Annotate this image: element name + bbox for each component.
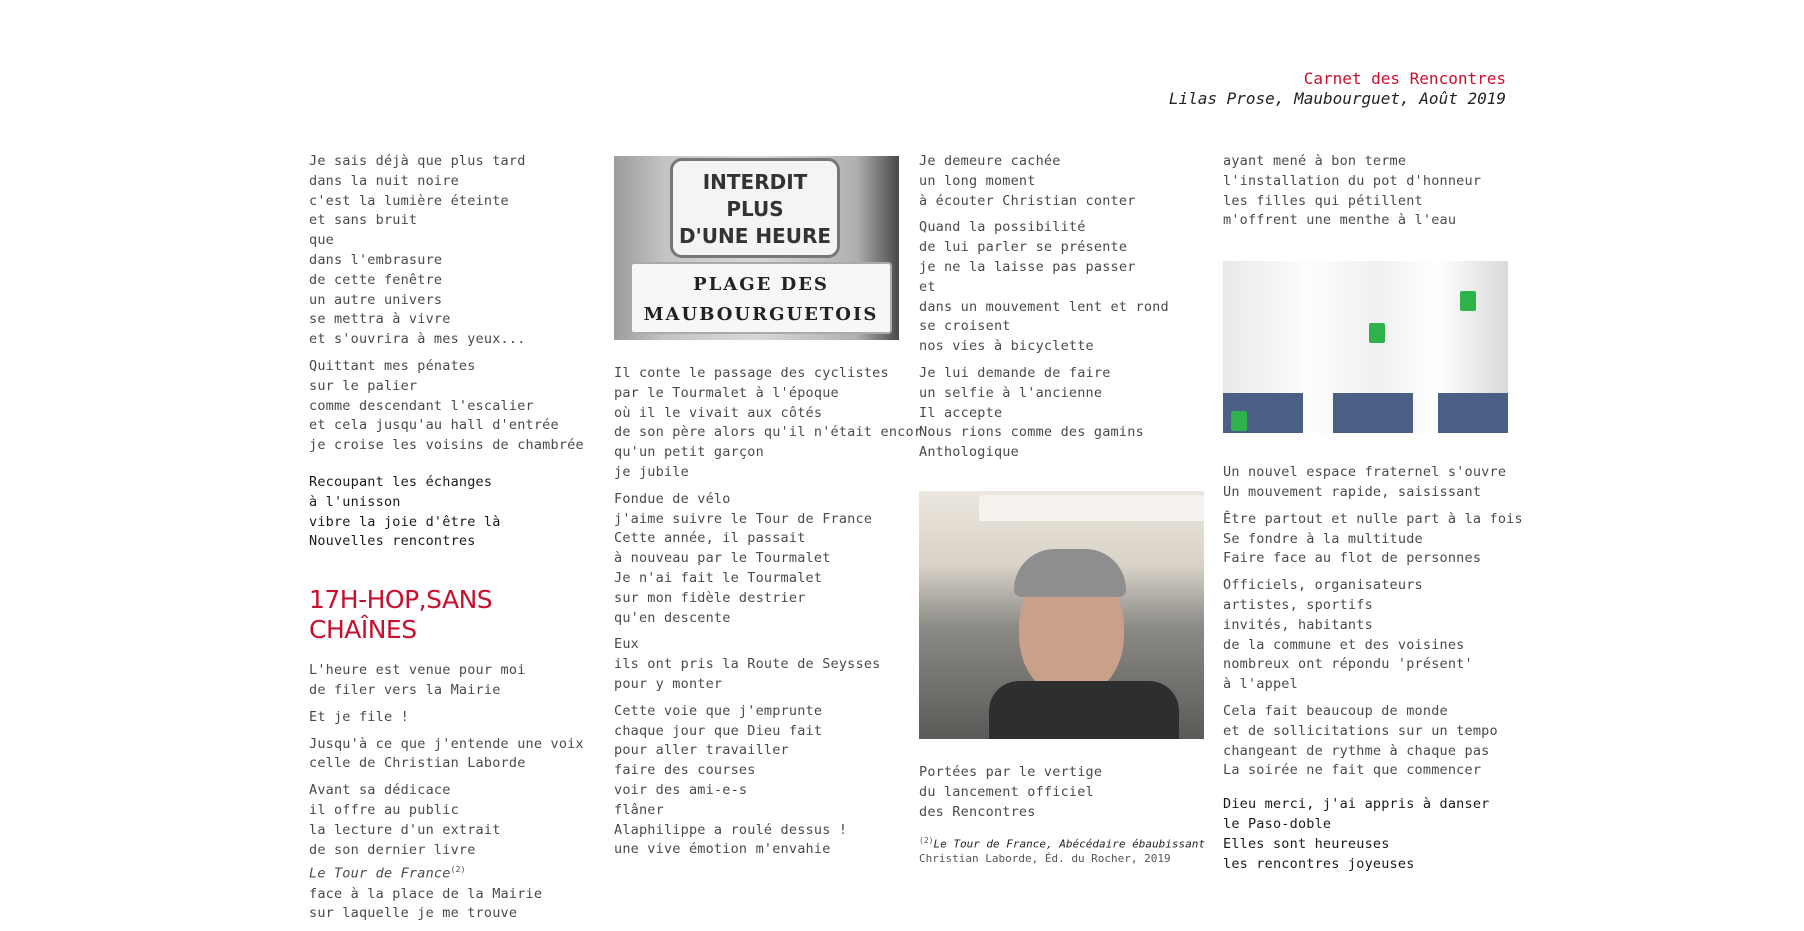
- poem-stanza: Eux ils ont pris la Route de Seysses pour y monter: [614, 636, 881, 692]
- poem-stanza: Il conte le passage des cyclistes par le Tourmalet à l'époque où il le vivait aux côtés de son père alors qu'il n'était encor qu'un petit garçon je jubile: [614, 365, 923, 480]
- poem-stanza: Fondue de vélo j'aime suivre le Tour de France Cette année, il passait à nouveau par le Tourmalet Je n'ai fait le Tourmalet sur mon fidèle destrier qu'en descente: [614, 490, 873, 626]
- photo-jeans: [1438, 393, 1508, 433]
- poem-stanza: Être partout et nulle part à la fois Se fondre à la multitude Faire face au flot de personnes: [1223, 510, 1523, 567]
- sign-text: PLUS: [726, 197, 784, 221]
- sign-text: PLAGE DES: [693, 274, 829, 295]
- mint-glass: [1369, 323, 1385, 343]
- sign-plate-interdit: [670, 158, 840, 258]
- poem-stanza: Portées par le vertige du lancement officiel des Rencontres: [919, 763, 1103, 820]
- column-3: [919, 152, 1204, 866]
- sign-text: INTERDIT: [702, 170, 808, 194]
- footnote: [919, 834, 1204, 866]
- poem-stanza: Avant sa dédicace il offre au public la lecture d'un extrait de son dernier livre: [309, 782, 501, 858]
- photo-hair: [1014, 549, 1126, 597]
- book-reference: [309, 860, 594, 884]
- photo-jeans: [1333, 393, 1413, 433]
- book-title: Le Tour de France: [309, 865, 451, 882]
- girls-photo: [1223, 261, 1508, 433]
- poem-stanza: Quittant mes pénates sur le palier comme descendant l'escalier et cela jusqu'au hall d'entrée je croise les voisins de chambrée: [309, 357, 584, 454]
- mint-glass: [1460, 291, 1476, 311]
- column-4: [1223, 152, 1523, 881]
- poem-stanza: L'heure est venue pour moi de filer vers la Mairie: [309, 662, 526, 698]
- page-header: [1169, 69, 1506, 109]
- section-heading: 17H-HOP,SANS CHAÎNES: [309, 585, 493, 645]
- poem-stanza: Je lui demande de faire un selfie à l'ancienne Il accepte Nous rions comme des gamins Anthologique: [919, 364, 1144, 461]
- poem-stanza: Je sais déjà que plus tard dans la nuit noire c'est la lumière éteinte et sans bruit que dans l'embrasure de cette fenêtre un autre univers se mettra à vivre et s'ouvrira à mes yeux...: [309, 153, 526, 348]
- poem-stanza: Un nouvel espace fraternel s'ouvre Un mouvement rapide, saisissant: [1223, 464, 1507, 500]
- footnote-mark: (2): [450, 865, 466, 875]
- mint-glass: [1231, 411, 1247, 431]
- photo-awning: [979, 495, 1204, 521]
- poem-stanza: Et je file !: [309, 708, 409, 725]
- poem-stanza: Jusqu'à ce que j'entende une voix celle de Christian Laborde: [309, 735, 584, 772]
- sign-photo: [614, 156, 899, 340]
- poem-stanza: Je demeure cachée un long moment à écouter Christian conter: [919, 153, 1136, 209]
- poem-stanza: Officiels, organisateurs artistes, sportifs invités, habitants de la commune et des voisines nombreux ont répondu 'présent' à l'appel: [1223, 577, 1473, 693]
- footnote-mark: (2): [919, 836, 934, 846]
- column-1: [309, 152, 594, 931]
- photo-shirt: [989, 681, 1179, 739]
- poem-stanza-bold: Recoupant les échanges à l'unisson vibre la joie d'être là Nouvelles rencontres: [309, 473, 501, 550]
- author-photo: [919, 491, 1204, 739]
- footnote-title: Le Tour de France, Abécédaire ébaubissant: [933, 838, 1205, 851]
- sign-plate-plage: [630, 262, 892, 334]
- poem-stanza: Cela fait beaucoup de monde et de sollicitations sur un tempo changeant de rythme à chaque pas La soirée ne fait que commencer: [1223, 702, 1498, 779]
- poem-stanza: Quand la possibilité de lui parler se présente je ne la laisse pas passer et dans un mouvement lent et rond se croisent nos vies à bicyclette: [919, 219, 1169, 355]
- poem-stanza-bold: Dieu merci, j'ai appris à danser le Paso-doble Elles sont heureuses les rencontres joyeuses: [1223, 796, 1490, 872]
- header-subtitle: Lilas Prose, Maubourguet, Août 2019: [1168, 89, 1506, 108]
- poem-stanza: ayant mené à bon terme l'installation du pot d'honneur les filles qui pétillent m'offrent une menthe à l'eau: [1223, 153, 1482, 229]
- poem-stanza: Cette voie que j'emprunte chaque jour que Dieu fait pour aller travailler faire des courses voir des ami-e-s flâner Alaphilippe a roulé dessus ! une vive émotion m'envahie: [614, 702, 848, 858]
- footnote-publisher: Christian Laborde, Éd. du Rocher, 2019: [919, 852, 1171, 865]
- poem-stanza: face à la place de la Mairie sur laquelle je me trouve: [309, 885, 543, 922]
- sign-text: MAUBOURGUETOIS: [643, 304, 879, 325]
- column-2: [614, 152, 923, 867]
- sign-text: D'UNE HEURE: [678, 224, 832, 248]
- header-title: Carnet des Rencontres: [1303, 69, 1506, 88]
